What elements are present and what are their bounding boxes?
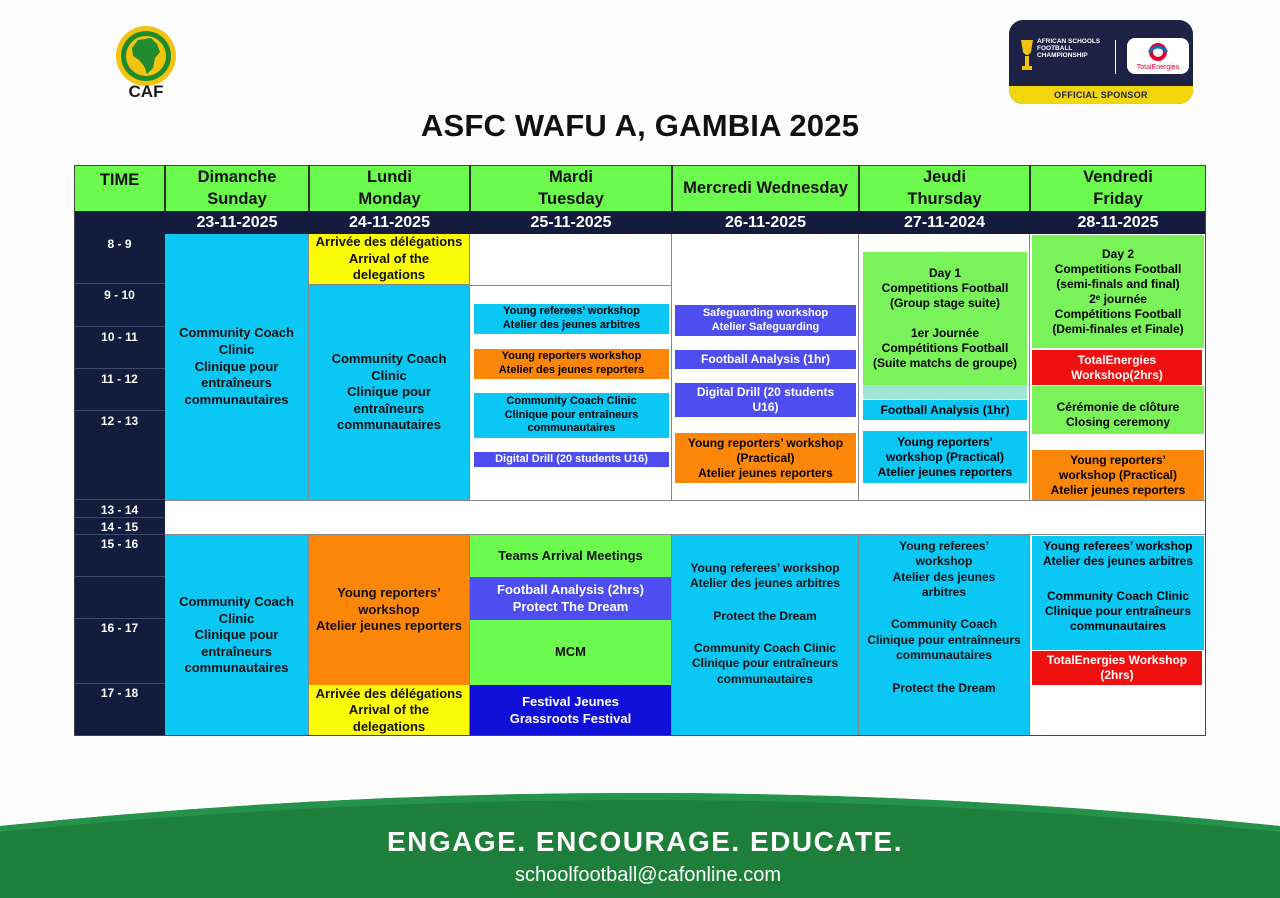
line: communautaires	[1069, 618, 1167, 633]
day-fr: Mardi	[548, 168, 593, 187]
tuesday-mcm: MCM	[470, 620, 672, 685]
line: Clinic	[218, 342, 255, 358]
time-divider	[74, 534, 165, 535]
friday-referees-workshop	[1032, 536, 1204, 572]
time-column	[74, 234, 165, 736]
time-divider	[74, 499, 165, 500]
time-slot: 13 - 14	[100, 503, 139, 517]
sponsor-badge	[1009, 20, 1193, 104]
time-slot: 9 - 10	[104, 288, 135, 302]
time-divider	[74, 326, 165, 327]
line: Atelier jeunes reporters	[698, 465, 833, 480]
totalenergies-logo	[1127, 38, 1189, 74]
wednesday-football-analysis: Football Analysis (1hr)	[675, 350, 856, 369]
date-thursday: 27-11-2024	[859, 212, 1030, 234]
line: Atelier jeunes reporters	[877, 464, 1013, 479]
day-fr: Vendredi	[1083, 168, 1153, 187]
time-divider	[74, 618, 165, 619]
line: delegations	[352, 267, 426, 283]
day-en: Tuesday	[538, 189, 604, 208]
tuesday-coach-clinic	[474, 393, 669, 438]
line: Grassroots Festival	[509, 710, 632, 726]
line: Workshop(2hrs)	[1071, 367, 1163, 382]
line: Young reporters’ workshop	[687, 435, 844, 450]
line: Young reporters workshop	[501, 350, 642, 363]
totalenergies-text: TotalEnergies	[1136, 64, 1180, 71]
line: Clinic	[218, 610, 255, 626]
time-slot: 15 - 16	[100, 537, 139, 551]
line: Cérémonie de clôture	[1056, 400, 1180, 414]
date-friday: 28-11-2025	[1030, 212, 1206, 234]
thursday-afternoon-sessions	[859, 535, 1030, 736]
day-header-tuesday	[470, 165, 672, 212]
tuesday-digital-drill: Digital Drill (20 students U16)	[474, 452, 669, 467]
caf-logo	[105, 24, 187, 100]
tuesday-arrival-meetings: Teams Arrival Meetings	[470, 535, 672, 577]
tuesday-grassroots-festival	[470, 685, 672, 736]
line: Young reporters’	[1070, 452, 1166, 467]
sunday-afternoon-clinic	[165, 535, 309, 736]
day-header-thursday	[859, 165, 1030, 212]
time-divider	[74, 368, 165, 369]
wednesday-afternoon-sessions	[672, 535, 859, 736]
line: communautaires	[527, 422, 616, 435]
line: communautaires	[184, 660, 289, 676]
line: communautaires	[184, 391, 289, 407]
friday-closing-ceremony	[1032, 386, 1204, 434]
line: Clinique pour entraîneurs	[1044, 603, 1191, 618]
line: Arrivée des délégations	[315, 685, 463, 701]
line: Protect the Dream	[713, 608, 817, 623]
wednesday-digital-drill	[675, 383, 856, 417]
line: Community Coach	[179, 325, 294, 341]
line: Compétitions Football	[1054, 306, 1182, 321]
monday-arrival-pm	[309, 685, 470, 736]
line: workshop	[358, 601, 420, 617]
line: Day 2	[1101, 246, 1135, 261]
line: Community Coach	[331, 350, 447, 366]
time-divider	[74, 683, 165, 684]
line: Competitions Football	[881, 281, 1009, 295]
totalenergies-icon	[1127, 38, 1189, 74]
wednesday-safeguarding-workshop	[675, 305, 856, 336]
line: Atelier jeunes reporters	[316, 618, 462, 634]
lunch-break-row	[165, 500, 1206, 535]
line: Arrivée des délégations	[315, 234, 463, 250]
line: communautaires	[895, 648, 993, 663]
line: Clinique pour entraîneurs	[504, 408, 639, 421]
day-en: Friday	[1093, 189, 1143, 208]
day-header-wednesday	[672, 165, 859, 212]
line: Atelier Safeguarding	[711, 320, 820, 333]
caf-logo-text: CAF	[128, 82, 164, 100]
line: Atelier des jeunes arbitres	[502, 319, 641, 331]
day-en: Thursday	[907, 189, 982, 208]
time-slot: 8 - 9	[107, 237, 132, 251]
day-fr: Lundi	[367, 168, 412, 187]
time-divider	[74, 283, 165, 284]
official-sponsor-label: OFFICIAL SPONSOR	[1009, 86, 1193, 104]
line: Safeguarding workshop	[702, 306, 829, 319]
line: communautaires	[716, 671, 814, 686]
schedule-table	[74, 165, 1206, 736]
day-fr: Mercredi Wednesday	[683, 178, 848, 197]
line: Clinique pour entraîneurs	[691, 656, 838, 671]
line: Community Coach	[179, 593, 294, 609]
line: Arrival of the	[348, 250, 430, 266]
line: (Group stage suite)	[889, 296, 1000, 310]
line: (2hrs)	[1100, 668, 1134, 682]
line: Atelier jeunes reporters	[1050, 482, 1186, 497]
line: Young reporters’	[897, 434, 993, 449]
line: Young referees’ workshop	[690, 561, 840, 575]
friday-totalenergies-workshop	[1032, 350, 1202, 385]
line: Young referees’ workshop	[1043, 539, 1193, 553]
time-divider	[74, 410, 165, 411]
line: 1er Journée	[910, 326, 980, 340]
line: TotalEnergies	[1077, 352, 1157, 367]
wednesday-reporters-workshop	[675, 433, 856, 483]
monday-arrival-am	[309, 234, 470, 285]
line: Community Coach Clinic	[693, 641, 836, 656]
line: Atelier des jeunes	[892, 569, 996, 584]
friday-totalenergies-workshop-pm	[1032, 651, 1202, 685]
line: Community Coach Clinic	[1046, 588, 1189, 603]
time-divider	[74, 517, 165, 518]
day-header-monday	[309, 165, 470, 212]
line: Community Coach	[890, 617, 997, 632]
footer-slogan: ENGAGE. ENCOURAGE. EDUCATE.	[386, 826, 904, 857]
tuesday-football-analysis	[470, 577, 672, 620]
line: Competitions Football	[1054, 261, 1182, 276]
line: Young referees’	[899, 539, 989, 553]
line: entraîneurs	[201, 375, 272, 391]
thursday-gap-bar	[863, 385, 1027, 399]
line: Young referees’ workshop	[503, 305, 640, 318]
page-title: ASFC WAFU A, GAMBIA 2025	[420, 108, 860, 143]
line: Clinique pour	[194, 358, 279, 374]
line: Digital Drill (20 students	[696, 385, 835, 399]
line: Clinique pour entraînneurs	[867, 632, 1021, 647]
line: Atelier des jeunes arbitres	[1042, 554, 1194, 568]
line: Day 1	[928, 266, 962, 280]
line: workshop (Practical)	[885, 449, 1005, 464]
date-sunday: 23-11-2025	[165, 212, 309, 234]
line: Festival Jeunes	[522, 693, 619, 709]
line: Arrival of the	[348, 702, 430, 718]
line: Protect the Dream	[892, 680, 996, 695]
time-slot: 17 - 18	[100, 686, 139, 700]
line: Young reporters’	[337, 585, 441, 601]
line: 2ᵉ journée	[1089, 291, 1147, 306]
day-header-friday	[1030, 165, 1206, 212]
line: workshop	[915, 554, 973, 569]
day-en: Sunday	[207, 189, 267, 208]
footer-email[interactable]: schoolfootball@cafonline.com	[514, 864, 781, 886]
date-tuesday: 25-11-2025	[470, 212, 672, 234]
day-header-sunday	[165, 165, 309, 212]
friday-day2-competitions	[1032, 235, 1204, 348]
line: (Demi-finales et Finale)	[1052, 321, 1184, 336]
line: Compétitions Football	[881, 341, 1009, 355]
line: Community Coach Clinic	[506, 394, 637, 407]
date-cell-empty	[74, 212, 165, 234]
time-slot: 11 - 12	[101, 372, 138, 386]
line: Clinique pour	[347, 384, 431, 400]
time-slot: 12 - 13	[100, 414, 139, 428]
time-header-label: TIME	[99, 171, 140, 189]
line: workshop (Practical)	[1058, 467, 1178, 482]
time-slot: 16 - 17	[100, 621, 139, 635]
line: Atelier des jeunes reporters	[498, 364, 645, 376]
line: (Suite matchs de groupe)	[872, 356, 1018, 370]
thursday-day1-competitions	[863, 252, 1027, 385]
line: delegations	[352, 718, 426, 734]
day-fr: Dimanche	[197, 168, 277, 187]
line: Closing ceremony	[1065, 415, 1171, 429]
line: Protect The Dream	[512, 598, 629, 614]
thursday-football-analysis: Football Analysis (1hr)	[863, 400, 1027, 420]
sunday-morning-clinic	[165, 234, 309, 500]
friday-coach-clinic	[1032, 572, 1204, 650]
line: entraîneurs	[353, 400, 425, 416]
time-header	[74, 165, 165, 212]
line: Clinique pour	[194, 627, 279, 643]
friday-reporters-workshop	[1032, 450, 1204, 500]
line: Atelier des jeunes arbitres	[689, 576, 841, 591]
date-wednesday: 26-11-2025	[672, 212, 859, 234]
line: Clinic	[371, 367, 407, 383]
trophy-icon	[1019, 38, 1035, 74]
line: (semi-finals and final)	[1056, 276, 1180, 291]
line: (Practical)	[736, 450, 795, 465]
line: TotalEnergies Workshop	[1046, 653, 1188, 667]
monday-clinic	[309, 285, 470, 500]
date-monday: 24-11-2025	[309, 212, 470, 234]
thursday-reporters-workshop	[863, 431, 1027, 483]
line: U16)	[752, 400, 779, 414]
time-slot: 10 - 11	[101, 330, 138, 344]
sponsor-divider	[1115, 40, 1116, 74]
line: arbitres	[921, 585, 967, 600]
line: Football Analysis (2hrs)	[497, 581, 644, 597]
line: entraîneurs	[201, 643, 272, 659]
day-en: Monday	[358, 189, 421, 208]
tuesday-referees-workshop	[474, 304, 669, 334]
time-divider	[74, 576, 165, 577]
tuesday-reporters-workshop	[474, 349, 669, 379]
tuesday-divider	[470, 285, 672, 286]
sponsor-event-name: AFRICAN SCHOOLS FOOTBALL CHAMPIONSHIP	[1037, 38, 1101, 59]
line: communautaires	[336, 417, 442, 433]
monday-reporters-workshop	[309, 535, 470, 685]
day-fr: Jeudi	[922, 168, 967, 187]
time-slot: 14 - 15	[100, 520, 139, 534]
